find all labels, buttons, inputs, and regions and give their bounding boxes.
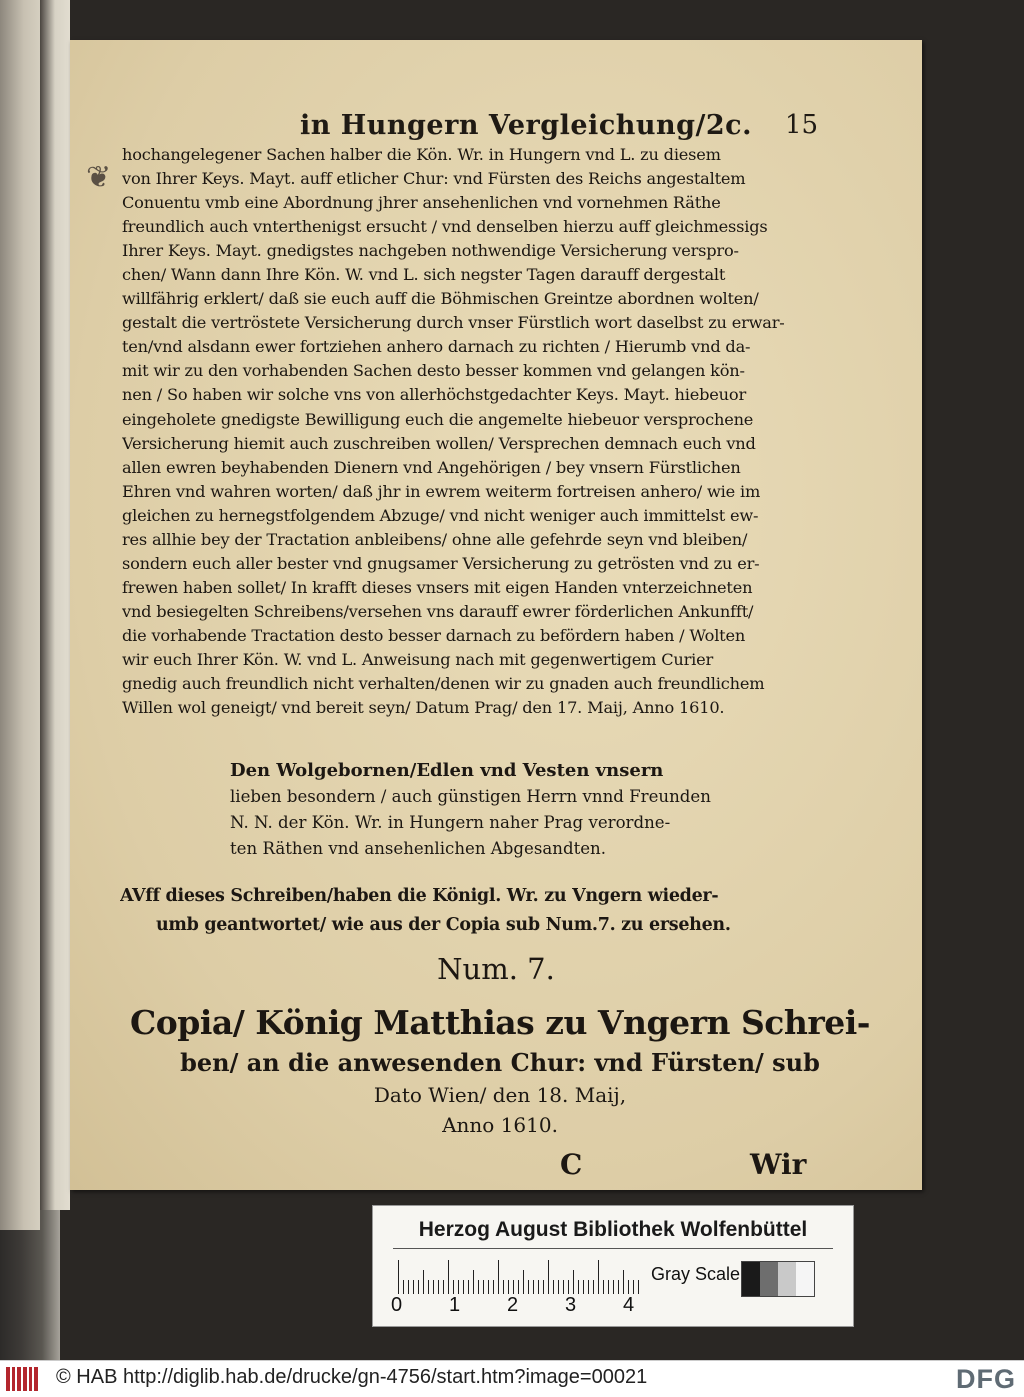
ruler-tick xyxy=(608,1280,609,1294)
ruler-number: 0 xyxy=(391,1294,403,1316)
ruler-tick xyxy=(623,1270,624,1294)
body-line: vnd besiegelten Schreibens/versehen vns darauff ewrer förderlichen Ankunfft/ xyxy=(122,601,754,621)
ruler-tick xyxy=(513,1280,514,1294)
ruler-tick xyxy=(583,1280,584,1294)
ruler-tick xyxy=(413,1280,414,1294)
ruler-tick xyxy=(548,1260,549,1294)
ruler-tick xyxy=(613,1280,614,1294)
gray-swatch xyxy=(796,1262,814,1296)
body-line: von Ihrer Keys. Mayt. auff etlicher Chur: vnd Fürsten des Reichs angestaltem xyxy=(122,169,746,189)
ruler-tick xyxy=(403,1280,404,1294)
body-line: willfährig erklert/ daß sie euch auff die Böhmischen Greintze abordnen wolten/ xyxy=(122,289,759,309)
ruler-tick xyxy=(533,1280,534,1294)
library-name: Herzog August Bibliothek Wolfenbüttel xyxy=(418,1218,808,1241)
ruler-scale xyxy=(391,1294,651,1318)
gray-scale-label: Gray Scale xyxy=(651,1264,741,1284)
printed-page xyxy=(70,40,922,1190)
gray-swatch xyxy=(742,1262,760,1296)
ruler-number: 4 xyxy=(623,1294,635,1316)
body-line: die vorhabende Tractation desto besser darnach zu befördern haben / Wolten xyxy=(122,625,746,645)
ruler-tick xyxy=(503,1280,504,1294)
ruler-tick xyxy=(468,1280,469,1294)
body-line: Willen wol geneigt/ vnd bereit seyn/ Datum Prag/ den 17. Maij, Anno 1610. xyxy=(122,698,725,718)
body-line: mit wir zu den vorhabenden Sachen desto besser kommen vnd gelangen kön- xyxy=(122,361,745,381)
section-number: Num. 7. xyxy=(437,952,555,986)
ruler-tick xyxy=(638,1280,639,1294)
ruler-tick xyxy=(573,1270,574,1294)
address-line: ten Räthen vnd ansehenlichen Abgesandten. xyxy=(230,839,607,858)
ruler-tick xyxy=(448,1260,449,1294)
ruler-tick xyxy=(633,1280,634,1294)
gray-swatch xyxy=(778,1262,796,1296)
body-line: res allhie bey der Tractation anbleibens/ ohne alle gefehrde seyn vnd bleiben/ xyxy=(122,529,748,549)
ruler-tick xyxy=(443,1280,444,1294)
body-line: eingeholete gnedigste Bewilligung euch die angemelte hiebeuor versprochene xyxy=(122,409,754,429)
ruler-tick xyxy=(568,1280,569,1294)
ruler-tick xyxy=(398,1260,399,1294)
ruler-tick xyxy=(563,1280,564,1294)
running-head: in Hungern Vergleichung/2c. xyxy=(300,110,753,141)
ruler-tick xyxy=(588,1280,589,1294)
ruler-tick xyxy=(558,1280,559,1294)
ruler-tick xyxy=(603,1280,604,1294)
title-line: Copia/ König Matthias zu Vngern Schrei- xyxy=(129,1003,871,1042)
divider xyxy=(393,1248,833,1249)
ruler-tick xyxy=(423,1270,424,1294)
ruler-tick xyxy=(418,1280,419,1294)
body-line: chen/ Wann dann Ihre Kön. W. vnd L. sich negster Tagen darauff dergestalt xyxy=(122,265,726,285)
ruler-tick xyxy=(433,1280,434,1294)
ruler-tick xyxy=(408,1280,409,1294)
body-line: nen / So haben wir solche vns von allerhöchstgedachter Keys. Mayt. hiebeuor xyxy=(122,385,746,405)
ruler-number: 3 xyxy=(565,1294,577,1316)
previous-page-edge xyxy=(0,0,40,1230)
ruler-tick xyxy=(553,1280,554,1294)
ruler-number: 1 xyxy=(449,1294,461,1316)
body-line: Versicherung hiemit auch zuschreiben wollen/ Versprechen demnach euch vnd xyxy=(122,433,756,453)
ruler-tick xyxy=(478,1280,479,1294)
note-line: umb geantwortet/ wie aus der Copia sub Num.7. zu ersehen. xyxy=(156,915,731,935)
body-line: wir euch Ihrer Kön. W. vnd L. Anweisung nach mit gegenwertigem Curier xyxy=(122,649,714,669)
ruler-tick xyxy=(463,1280,464,1294)
body-line: Conuentu vmb eine Abordnung jhrer ansehenlichen vnd vornehmen Räthe xyxy=(122,193,721,213)
body-line: hochangelegener Sachen halber die Kön. Wr. in Hungern vnd L. zu diesem xyxy=(122,145,721,164)
body-line: Ehren vnd wahren worten/ daß jhr in ewrem weiterm fortreisen anhero/ wie im xyxy=(122,481,761,501)
ruler-tick xyxy=(458,1280,459,1294)
ruler-tick xyxy=(508,1280,509,1294)
ruler-tick xyxy=(578,1280,579,1294)
address-line: lieben besondern / auch günstigen Herrn vnnd Freunden xyxy=(230,787,711,806)
ruler-tick xyxy=(488,1280,489,1294)
footer-bar xyxy=(0,1360,1024,1397)
fleuron-icon: ❦ xyxy=(86,160,112,195)
page-number: 15 xyxy=(785,110,819,140)
book-spine xyxy=(40,0,70,1210)
ruler-tick xyxy=(593,1280,594,1294)
ruler-tick xyxy=(483,1280,484,1294)
body-line: gestalt die vertröstete Versicherung durch vnser Fürstlich wort daselbst zu erwar- xyxy=(122,313,785,333)
ruler-tick xyxy=(618,1280,619,1294)
dfg-logo: DFG xyxy=(956,1364,1016,1394)
color-reference-card xyxy=(372,1205,854,1327)
document-title xyxy=(120,1000,880,1140)
body-line: gleichen zu hernegstfolgendem Abzuge/ vnd nicht weniger auch immittelst ew- xyxy=(122,505,759,525)
body-line: sondern euch aller bester vnd gnugsamer Versicherung zu getrösten vnd zu er- xyxy=(122,553,760,573)
footer-credit xyxy=(56,1366,647,1389)
ruler-tick xyxy=(598,1260,599,1294)
ruler-tick xyxy=(523,1270,524,1294)
ruler-tick xyxy=(453,1280,454,1294)
ruler-tick xyxy=(528,1280,529,1294)
body-line: gnedig auch freundlich nicht verhalten/denen wir zu gnaden auch freundlichem xyxy=(122,674,765,694)
title-line: Dato Wien/ den 18. Maij, xyxy=(373,1083,627,1107)
title-line: ben/ an die anwesenden Chur: vnd Fürsten/ sub xyxy=(180,1048,820,1077)
catchword: Wir xyxy=(750,1148,807,1181)
ruler-tick xyxy=(473,1270,474,1294)
ruler-tick xyxy=(538,1280,539,1294)
ruler-tick xyxy=(518,1280,519,1294)
ruler-tick xyxy=(628,1280,629,1294)
ruler-tick xyxy=(543,1280,544,1294)
catchword-signature: C xyxy=(560,1148,583,1181)
ruler-tick xyxy=(498,1260,499,1294)
body-line: allen ewren beyhabenden Dienern vnd Angehörigen / bey vnsern Fürstlichen xyxy=(122,457,741,477)
address-line: Den Wolgebornen/Edlen vnd Vesten vnsern xyxy=(230,760,664,781)
ruler-tick xyxy=(438,1280,439,1294)
body-line: ten/vnd alsdann ewer fortziehen anhero darnach zu richten / Hierumb vnd da- xyxy=(122,337,751,357)
address-line: N. N. der Kön. Wr. in Hungern naher Prag verordne- xyxy=(230,813,671,832)
body-line: Ihrer Keys. Mayt. gnedigstes nachgeben nothwendige Versicherung verspro- xyxy=(122,241,739,261)
ruler-tick xyxy=(493,1280,494,1294)
editorial-note xyxy=(120,882,880,940)
body-line: frewen haben sollet/ In krafft dieses vnsers mit eigen Handen vnterzeichneten xyxy=(122,577,753,597)
gray-scale-swatches xyxy=(741,1261,815,1297)
ruler-icon xyxy=(398,1258,638,1294)
ruler-tick xyxy=(428,1280,429,1294)
letter-body xyxy=(122,143,882,720)
ruler-number: 2 xyxy=(507,1294,519,1316)
copyright-text: © HAB xyxy=(56,1366,118,1388)
source-url-link[interactable]: http://diglib.hab.de/drucke/gn-4756/start.htm?image=00021 xyxy=(122,1366,648,1388)
title-line: Anno 1610. xyxy=(442,1113,558,1137)
gray-swatch xyxy=(760,1262,778,1296)
hab-logo-icon xyxy=(6,1367,38,1391)
address-block xyxy=(230,758,790,862)
body-line: freundlich auch vnterthenigst ersucht / vnd denselben hierzu auff gleichmessigs xyxy=(122,217,768,237)
note-line: AVff dieses Schreiben/haben die Königl. Wr. zu Vngern wieder- xyxy=(120,886,719,906)
